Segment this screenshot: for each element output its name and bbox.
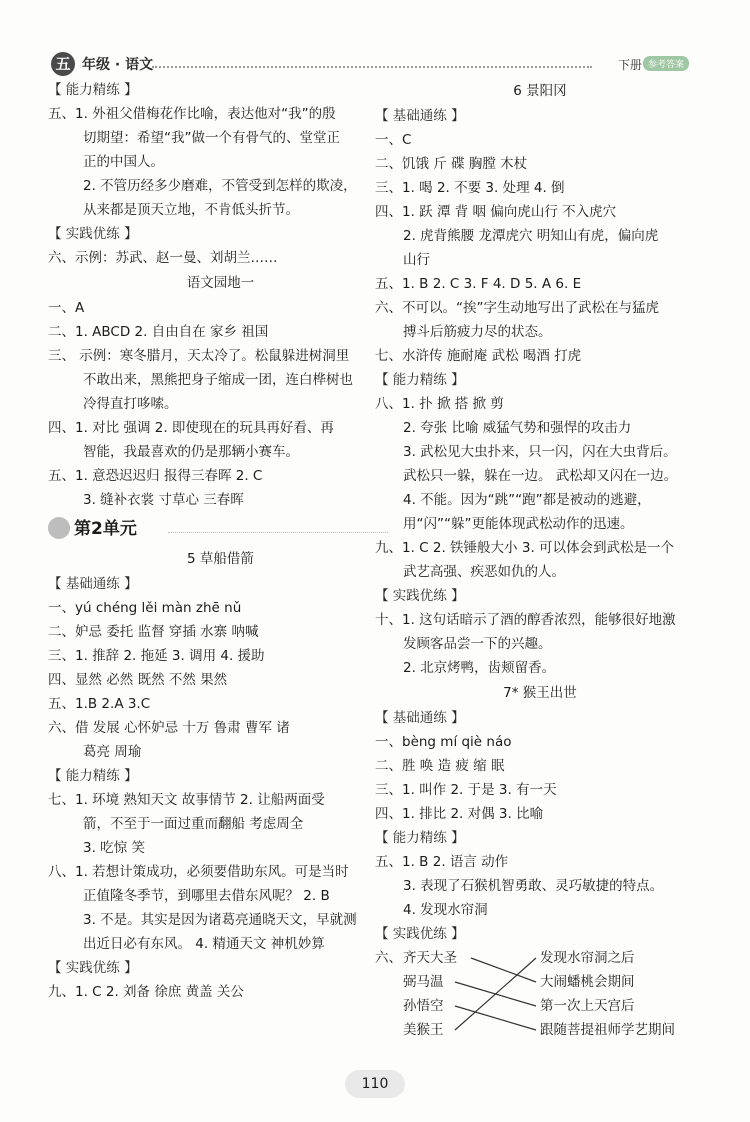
answer-line: 武松只一躲，躲在一边。 武松却又闪在一边。 — [403, 468, 678, 484]
answer-line: 箭，不至于一面过重而翻船 考虑周全 — [83, 816, 304, 832]
answer-line: 发顾客品尝一下的兴趣。 — [403, 636, 552, 652]
series-badge: 参考答案 — [643, 56, 689, 71]
section-heading: 【 能力精练 】 — [48, 768, 138, 784]
answer-line: 三、 示例：寒冬腊月，天太冷了。松鼠躲进树洞里 — [48, 348, 350, 364]
unit-title-text: 第2单元 — [74, 519, 137, 539]
answer-line: 八、1. 扑 掀 搭 掀 剪 — [375, 396, 504, 412]
answer-line: 2. 夸张 比喻 威猛气势和强悍的攻击力 — [403, 420, 632, 436]
answer-line: 切期望：希望“我”做一个有骨气的、堂堂正 — [83, 130, 340, 146]
match-right-item: 发现水帘洞之后 — [540, 950, 635, 966]
answer-line: 智能，我最喜欢的仍是那辆小赛车。 — [83, 444, 299, 460]
volume-label: 下册 — [618, 58, 643, 72]
answer-line: 三、1. 推辞 2. 拖延 3. 调用 4. 援助 — [48, 648, 265, 664]
section-heading: 【 能力精练 】 — [48, 82, 138, 98]
answer-line: 五、1. B 2. C 3. F 4. D 5. A 6. E — [375, 276, 582, 292]
lesson-title: 6 景阳冈 — [513, 83, 567, 99]
answer-line: 出近日必有东风。 4. 精通天文 神机妙算 — [83, 936, 325, 952]
section-heading: 【 能力精练 】 — [375, 372, 465, 388]
answer-line: 2. 不管历经多少磨难，不管受到怎样的欺凌， — [83, 178, 357, 194]
answer-line: 4. 发现水帘洞 — [403, 902, 488, 918]
answer-line: 二、妒忌 委托 监督 穿插 水寨 呐喊 — [48, 624, 259, 640]
answer-line: 四、1. 排比 2. 对偶 3. 比喻 — [375, 806, 544, 822]
lesson-title: 语文园地一 — [186, 275, 255, 291]
match-left-item: 美猴王 — [403, 1022, 444, 1038]
section-heading: 【 能力精练 】 — [375, 830, 465, 846]
match-connector — [471, 958, 536, 982]
answer-line: 二、胜 唤 造 疲 缩 眠 — [375, 758, 505, 774]
unit-circle-icon — [48, 517, 70, 539]
answer-line: 一、yú chéng lěi màn zhē nǔ — [48, 600, 242, 616]
answer-line: 一、A — [48, 300, 85, 316]
lesson-title: 7* 猴王出世 — [503, 685, 577, 701]
match-connector — [455, 1006, 536, 1030]
answer-line: 九、1. C 2. 刘备 徐庶 黄盖 关公 — [48, 984, 244, 1000]
answer-line: 葛亮 周瑜 — [83, 744, 142, 760]
exercise-number: 六、 — [375, 950, 402, 966]
answer-line: 四、1. 跃 潭 背 咽 偏向虎山行 不入虎穴 — [375, 204, 617, 220]
match-right-item: 跟随菩提祖师学艺期间 — [540, 1022, 675, 1038]
answer-line: 五、1.B 2.A 3.C — [48, 696, 151, 712]
grade-badge: 五 — [51, 52, 75, 76]
answer-line: 十、1. 这句话暗示了酒的醇香浓烈，能够很好地激 — [375, 612, 676, 628]
match-left-item: 齐天大圣 — [403, 950, 457, 966]
answer-line: 五、1. 外祖父借梅花作比喻，表达他对“我”的殷 — [48, 106, 336, 122]
answer-line: 3. 吃惊 笑 — [83, 840, 145, 856]
unit-title — [48, 512, 393, 546]
answer-line: 从来都是顶天立地，不肯低头折节。 — [83, 202, 299, 218]
answer-line: 八、1. 若想计策成功，必须要借助东风。可是当时 — [48, 864, 349, 880]
section-heading: 【 实践优练 】 — [48, 960, 138, 976]
section-heading: 【 基础通练 】 — [375, 710, 465, 726]
answer-line: 三、1. 叫作 2. 于是 3. 有一天 — [375, 782, 557, 798]
unit-divider — [168, 532, 388, 533]
answer-line: 4. 不能。因为“跳”“跑”都是被动的逃避， — [403, 492, 651, 508]
answer-line: 3. 缝补衣裳 寸草心 三春晖 — [83, 492, 244, 508]
section-heading: 【 实践优练 】 — [375, 926, 465, 942]
answer-line: 2. 北京烤鸭，齿颊留香。 — [403, 660, 556, 676]
answer-line: 六、不可以。“挨”字生动地写出了武松在与猛虎 — [375, 300, 659, 316]
section-heading: 【 实践优练 】 — [375, 588, 465, 604]
lesson-title: 5 草船借箭 — [187, 551, 254, 567]
answer-line: 一、C — [375, 132, 412, 148]
answer-line: 冷得直打哆嗦。 — [83, 396, 178, 412]
match-lines — [375, 946, 705, 1042]
answer-line: 山行 — [403, 252, 430, 268]
answer-line: 正的中国人。 — [83, 154, 164, 170]
answer-line: 六、示例：苏武、赵一曼、刘胡兰…… — [48, 250, 278, 266]
header-divider — [152, 66, 592, 68]
answer-line: 正值隆冬季节，到哪里去借东风呢？ 2. B — [83, 888, 330, 904]
section-heading: 【 基础通练 】 — [48, 576, 138, 592]
answer-line: 七、1. 环境 熟知天文 故事情节 2. 让船两面受 — [48, 792, 325, 808]
answer-line: 三、1. 喝 2. 不要 3. 处理 4. 倒 — [375, 180, 565, 196]
match-right-item: 大闹蟠桃会期间 — [540, 974, 635, 990]
page-number: 110 — [345, 1070, 405, 1098]
answer-line: 3. 表现了石猴机智勇敢、灵巧敏捷的特点。 — [403, 878, 664, 894]
match-right-item: 第一次上天宫后 — [540, 998, 635, 1014]
answer-line: 2. 虎背熊腰 龙潭虎穴 明知山有虎，偏向虎 — [403, 228, 659, 244]
page-header — [0, 0, 750, 80]
answer-line: 搏斗后筋疲力尽的状态。 — [403, 324, 552, 340]
answer-line: 六、借 发展 心怀妒忌 十万 鲁肃 曹军 诸 — [48, 720, 290, 736]
left-column — [48, 78, 393, 1004]
answer-line: 五、1. B 2. 语言 动作 — [375, 854, 509, 870]
answer-line: 九、1. C 2. 铁锤般大小 3. 可以体会到武松是一个 — [375, 540, 675, 556]
answer-line: 3. 不是。其实是因为诸葛亮通晓天文，早就测 — [83, 912, 357, 928]
section-heading: 【 基础通练 】 — [375, 108, 465, 124]
answer-line: 五、1. 意恐迟迟归 报得三春晖 2. C — [48, 468, 263, 484]
section-heading: 【 实践优练 】 — [48, 226, 138, 242]
match-left-item: 孙悟空 — [403, 998, 444, 1014]
answer-line: 用“闪”“躲”更能体现武松动作的迅速。 — [403, 516, 634, 532]
match-connector — [455, 958, 536, 1030]
answer-line: 二、1. ABCD 2. 自由自在 家乡 祖国 — [48, 324, 269, 340]
answer-line: 二、饥饿 斤 碟 胸膛 木杖 — [375, 156, 528, 172]
match-left-item: 弼马温 — [403, 974, 444, 990]
subject-label: 年级 · 语文 — [82, 57, 154, 73]
answer-line: 四、显然 必然 既然 不然 果然 — [48, 672, 228, 688]
answer-line: 七、水浒传 施耐庵 武松 喝酒 打虎 — [375, 348, 582, 364]
answer-line: 3. 武松见大虫扑来，只一闪，闪在大虫背后。 — [403, 444, 677, 460]
answer-line: 不敢出来，黑熊把身子缩成一团，连白桦树也 — [83, 372, 353, 388]
matching-exercise — [375, 946, 705, 1042]
answer-line: 一、bèng mí qiè náo — [375, 734, 512, 750]
right-column — [375, 78, 705, 1042]
answer-line: 四、1. 对比 强调 2. 即使现在的玩具再好看、再 — [48, 420, 334, 436]
answer-line: 武艺高强、疾恶如仇的人。 — [403, 564, 565, 580]
